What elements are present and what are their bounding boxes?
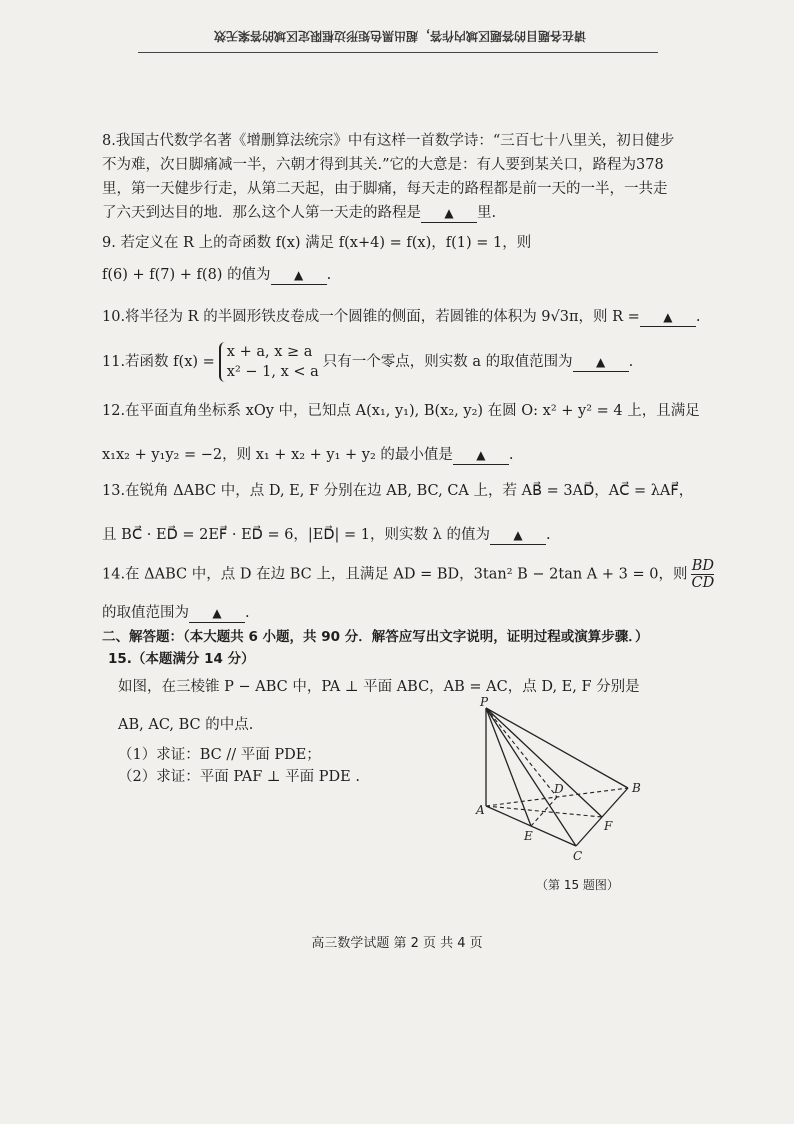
q11-prefix: 11.若函数 f(x) =: [102, 354, 215, 370]
q9-line2-text: f(6) + f(7) + f(8) 的值为: [102, 267, 271, 283]
q10-line: 10.将半径为 R 的半圆形铁皮卷成一个圆锥的侧面，若圆锥的体积为 9√3π，则 R = ▲ .: [102, 309, 701, 325]
q15-part2: （2）求证：平面 PAF ⊥ 平面 PDE .: [118, 769, 360, 785]
blank-mark: ▲: [596, 355, 606, 369]
label-B: B: [632, 781, 641, 795]
q13-line2-text: 且 BC⃗ · ED⃗ = 2EF⃗ · ED⃗ = 6，|ED⃗| = 1，则实数 λ 的值为: [102, 527, 490, 543]
q9-line2: f(6) + f(7) + f(8) 的值为 ▲ .: [102, 267, 332, 283]
q8-line2: 不为难，次日脚痛减一半，六朝才得到其关.”它的大意是：有人要到某关口，路程为378: [102, 157, 664, 173]
q14-answer-blank: [189, 604, 245, 623]
header-rule: [138, 52, 658, 53]
q15-part1: （1）求证：BC // 平面 PDE；: [118, 747, 321, 763]
q8-line4-end: 里.: [477, 205, 497, 221]
figure-caption: （第 15 题图）: [536, 878, 619, 892]
q12-line1: 12.在平面直角坐标系 xOy 中，已知点 A(x₁, y₁), B(x₂, y₂) 在圆 O: x² + y² = 4 上，且满足: [102, 403, 700, 419]
label-E: E: [524, 829, 533, 843]
edge-AF: [486, 806, 602, 817]
section-2-heading: 二、解答题：（本大题共 6 小题，共 90 分．解答应写出文字说明，证明过程或演算步骤．）: [102, 629, 649, 645]
q12-answer-blank: [453, 446, 509, 465]
q11-line: 11.若函数 f(x) = x + a, x ≥ a x² − 1, x < a 只有一个零点，则实数 a 的取值范围为 ▲ .: [102, 344, 634, 380]
q14-line2: 的取值范围为 ▲ .: [102, 605, 250, 621]
page-footer: 高三数学试题 第 2 页 共 4 页: [311, 936, 483, 951]
blank-mark: ▲: [444, 206, 454, 220]
q8-line1: 8.我国古代数学名著《增删算法统宗》中有这样一首数学诗：“三百七十八里关，初日健步: [102, 133, 675, 149]
q13-line1: 13.在锐角 ΔABC 中，点 D, E, F 分别在边 AB, BC, CA 上，若 AB⃗ = 3AD⃗，AC⃗ = λAF⃗，: [102, 483, 694, 499]
label-F: F: [604, 819, 613, 833]
q14-line1-text: 14.在 ΔABC 中，点 D 在边 BC 上，且满足 AD = BD，3tan² B − 2tan A + 3 = 0，则: [102, 566, 688, 583]
q11-suffix: 只有一个零点，则实数 a 的取值范围为: [322, 354, 573, 370]
q13-answer-blank: [490, 526, 546, 545]
q11-case2: x² − 1, x < a: [226, 364, 319, 380]
q14-fraction: [691, 558, 714, 591]
q15-title: 15.（本题满分 14 分）: [108, 651, 255, 667]
q8-answer-blank: [421, 204, 477, 223]
label-D: D: [554, 782, 564, 796]
q15-line2: AB, AC, BC 的中点.: [118, 717, 254, 733]
tetrahedron-figure: [472, 696, 652, 866]
q9-answer-blank: [271, 266, 327, 285]
q11-case1: x + a, x ≥ a: [226, 344, 313, 360]
q10-text: 10.将半径为 R 的半圆形铁皮卷成一个圆锥的侧面，若圆锥的体积为 9√3π，则 R =: [102, 309, 640, 325]
q12-line2: x₁x₂ + y₁y₂ = −2，则 x₁ + x₂ + y₁ + y₂ 的最小值是 ▲ .: [102, 447, 514, 463]
blank-mark: ▲: [513, 528, 523, 542]
q14-line2-text: 的取值范围为: [102, 605, 189, 621]
blank-mark: ▲: [476, 448, 486, 462]
q15-line1: 如图，在三棱锥 P − ABC 中，PA ⊥ 平面 ABC，AB = AC，点 D, E, F 分别是: [118, 679, 640, 695]
label-C: C: [573, 849, 583, 863]
q9-line1: 9. 若定义在 R 上的奇函数 f(x) 满足 f(x+4) = f(x)，f(1) = 1，则: [102, 235, 532, 251]
label-P: P: [480, 696, 489, 709]
q8-line4-text: 了六天到达目的地．那么这个人第一天走的路程是: [102, 205, 421, 221]
blank-mark: ▲: [212, 606, 222, 620]
q11-piecewise: [219, 342, 319, 382]
q12-line2-text: x₁x₂ + y₁y₂ = −2，则 x₁ + x₂ + y₁ + y₂ 的最小值是: [102, 447, 453, 463]
header-note: 请在各题目的答题区域内作答，超出黑色矩形边框限定区域的答案无效: [214, 29, 587, 43]
blank-mark: ▲: [293, 268, 304, 282]
blank-mark: ▲: [663, 310, 673, 324]
q14-line1: [102, 558, 715, 591]
q14-frac-num: BD: [691, 558, 714, 574]
edge-PD: [486, 708, 557, 797]
q11-answer-blank: [573, 353, 629, 372]
edge-PF: [486, 708, 602, 817]
q8-line3: 里，第一天健步行走，从第二天起，由于脚痛，每天走的路程都是前一天的一半，一共走: [102, 181, 668, 197]
edge-PB: [486, 708, 628, 788]
q14-frac-den: CD: [691, 575, 715, 591]
label-A: A: [476, 803, 485, 817]
q10-answer-blank: [640, 308, 696, 327]
q8-line4: [102, 200, 662, 226]
q13-line2: 且 BC⃗ · ED⃗ = 2EF⃗ · ED⃗ = 6，|ED⃗| = 1，则实数 λ 的值为 ▲ .: [102, 527, 551, 543]
